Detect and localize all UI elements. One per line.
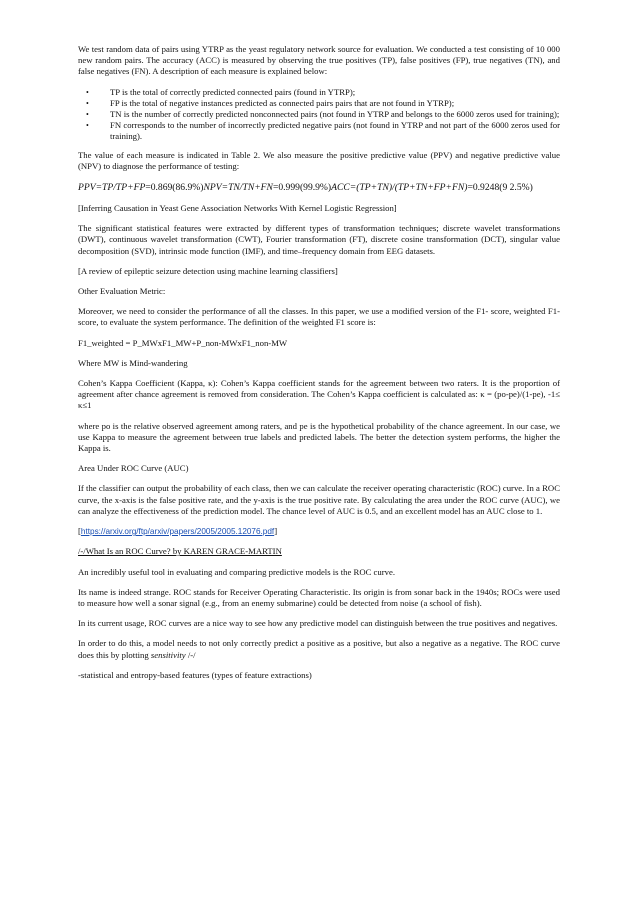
list-item-tn: • TN is the number of correctly predicted nonconnected pairs (not found in YTRP and belongs to the 6000 zeros used for training); [86, 109, 560, 120]
measure-list [78, 87, 560, 143]
reference-yeast: [Inferring Causation in Yeast Gene Association Networks With Kernel Logistic Regression] [78, 203, 397, 214]
paragraph-intro: We test random data of pairs using YTRP as the yeast regulatory network source for evaluation. We conducted a test consisting of 10 000 new random pairs. The accuracy (ACC) is measured by observing the true positives (TP), false positives (FP), true negatives (TN), and false negatives (FN). A description of each measure is explained below: [78, 44, 560, 77]
paragraph-ppv-npv: The value of each measure is indicated in Table 2. We also measure the positive predictive value (PPV) and negative predictive value (NPV) to diagnose the performance of testing: [78, 149, 560, 171]
arxiv-link-line: [https://arxiv.org/ftp/arxiv/papers/2005/2005.12076.pdf] [78, 526, 278, 537]
paragraph-roc-name: Its name is indeed strange. ROC stands for Receiver Operating Characteristic. Its origin is from sonar back in the 1940s; ROCs were used to measure how well a sonar signal (e.g., from an enemy submarine) could be detected from noise (a school of fish). [78, 586, 560, 608]
paragraph-roc-plot: In order to do this, a model needs to not only correctly predict a positive as a positive, but also a negative as a negative. The ROC curve does this by plotting sensitivity /-/ [78, 638, 560, 660]
definition-mw: Where MW is Mind-wandering [78, 357, 188, 368]
equation-metrics: PPV=TP/TP+FP=0.869(86.9%)NPV=TN/TN+FN=0.999(99.9%)ACC=(TP+TN)/(TP+TN+FP+FN)=0.9248(9 2.5%) [78, 182, 533, 194]
paragraph-kappa: Cohen’s Kappa Coefficient (Kappa, κ): Cohen’s Kappa coefficient stands for the agreement between two raters. It is the proportion of agreement after chance agreement is removed from consideration. The Cohen’s Kappa coefficient is calculated as: κ = (po-pe)/(1-pe), -1≤ κ≤1 [78, 378, 560, 411]
list-item-fn: • FN corresponds to the number of incorrectly predicted negative pairs (not found in YTRP and not part of the 6000 zeros used for training). [86, 120, 560, 142]
paragraph-features: The significant statistical features were extracted by different types of transformation techniques; discrete wavelet transformations (DWT), continuous wavelet transformation (CWT), Fourier transformation (FT), discrete cosine transformation (DCT), singular value decomposition (SVD), intrinsic mode function (IMF), and time–frequency domain from EEG datasets. [78, 223, 560, 256]
paragraph-roc: If the classifier can output the probability of each class, then we can calculate the receiver operating characteristic (ROC) curve. In a ROC curve, the x-axis is the false positive rate, and the y-axis is the true positive rate. By calculating the area under the ROC curve (AUC), we can analyze the effectiveness of the prediction model. The chance level of AUC is 0.5, and an excellent model has an AUC close to 1. [78, 483, 560, 516]
heading-auc: Area Under ROC Curve (AUC) [78, 463, 189, 474]
bullet-icon: • [86, 98, 89, 108]
paragraph-kappa-explain: where po is the relative observed agreement among raters, and pe is the hypothetical probability of the chance agreement. In our case, we use Kappa to measure the agreement between true labels and predicted labels. The better the detection system performs, the higher the Kappa is. [78, 420, 560, 454]
paragraph-roc-tool: An incredibly useful tool in evaluating and comparing predictive models is the ROC curve. [78, 566, 396, 577]
heading-other-metric: Other Evaluation Metric: [78, 286, 166, 297]
paragraph-f1: Moreover, we need to consider the performance of all the classes. In this paper, we use a modified version of the F1- score, weighted F1-score, to evaluate the system performance. The definition of the weighted F1 score is: [78, 306, 560, 328]
bullet-icon: • [86, 110, 89, 120]
bullet-icon: • [86, 87, 89, 97]
list-item-tp: • TP is the total of correctly predicted connected pairs (found in YTRP); [86, 86, 356, 97]
paragraph-roc-usage: In its current usage, ROC curves are a nice way to see how any predictive model can distinguish between the true positives and negatives. [78, 618, 558, 629]
formula-f1-weighted: F1_weighted = P_MWxF1_MW+P_non-MWxF1_non-MW [78, 337, 288, 348]
reference-epileptic: [A review of epileptic seizure detection using machine learning classifiers] [78, 265, 338, 276]
paragraph-features-types: -statistical and entropy-based features (types of feature extractions) [78, 669, 312, 680]
list-item-fp: • FP is the total of negative instances predicted as connected pairs pairs that are not found in YTRP); [86, 97, 455, 108]
bullet-icon: • [86, 121, 89, 131]
reference-roc-article: /-/What Is an ROC Curve? by KAREN GRACE-MARTIN [78, 546, 282, 557]
arxiv-link[interactable]: https://arxiv.org/ftp/arxiv/papers/2005/2005.12076.pdf [80, 527, 275, 537]
